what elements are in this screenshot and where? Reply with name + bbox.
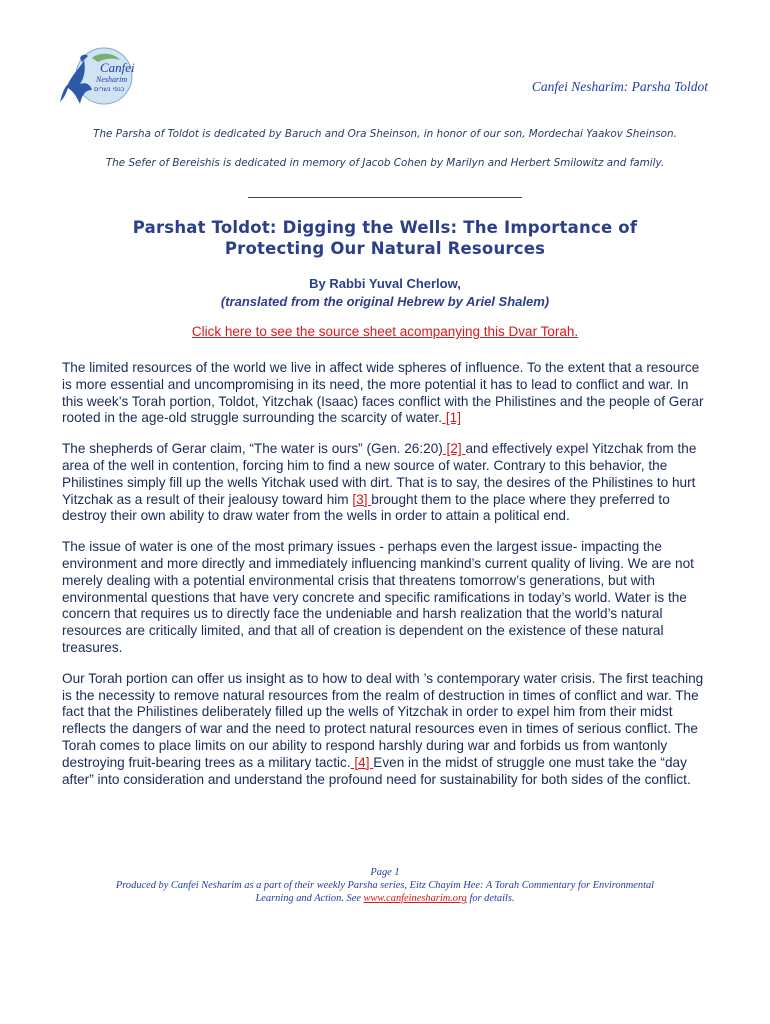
footer-text: for details.	[466, 893, 515, 904]
paragraph-text: The shepherds of Gerar claim, “The water is ours” (Gen. 26:20)	[62, 441, 443, 457]
translator-credit: (translated from the original Hebrew by Ariel Shalem)	[220, 294, 550, 309]
footer-text: Learning and Action. See	[255, 893, 364, 904]
page-label: Page	[370, 867, 395, 878]
footnote-link-2[interactable]: [2]	[442, 441, 466, 457]
canfei-nesharim-logo	[58, 44, 138, 116]
article-title-line1: Parshat Toldot: Digging the Wells: The Importance of	[132, 218, 638, 237]
footnote-link-4[interactable]: [4]	[350, 754, 374, 770]
article-body	[62, 360, 712, 802]
paragraph-text: Our Torah portion can offer us insight as to how to deal with ’s contemporary water crisis. The first teaching is the necessity to remove natural resources from the realm of destruction in times of conflict and war. The fact that the Philistines deliberately filled up the wells of Yitzchak in order to expel him from their midst reflects the dangers of war and the need to protect natural resources even in times of serious conflict. The Torah comes to place limits on our ability to respond harshly during war and forbids us from wantonly destroying fruit-bearing trees as a military tactic.	[62, 670, 704, 770]
page-number: 1	[394, 867, 400, 878]
footnote-link-1[interactable]: [1]	[442, 410, 461, 426]
paragraph-text: and effectively expel Yitzchak from the area of the well in contention, forcing him to find a new source of water. Contrary to this behavior, the Philistines simply fill up the wells Yitchak used with dirt. That is to say, the desires of the Philistines to hurt Yitzchak as a result of their jealousy toward him	[62, 441, 697, 507]
logo-line1: Canfei	[100, 60, 135, 75]
paragraph-text: brought them to the place where they preferred to destroy their own ability to draw water from the wells in order to attain a political end.	[62, 491, 670, 524]
author-name: By Rabbi Yuval Cherlow,	[309, 276, 461, 291]
footnote-link-3[interactable]: [3]	[352, 491, 372, 507]
paragraph-text: The limited resources of the world we live in affect wide spheres of influence. To the extent that a resource is more essential and uncompromising in its need, the more potential it has to lead to conflict and war. In this week’s Torah portion, Toldot, Yitzchak (Isaac) faces conflict with the Philistines and the people of Gerar rooted in the age-old struggle surrounding the scarcity of water.	[62, 360, 704, 426]
footer-credit-line1: Produced by Canfei Nesharim as a part of their weekly Parsha series, Eitz Chayim Hee: A Torah Commentary for Environmental	[115, 880, 655, 891]
dedication-parsha: The Parsha of Toldot is dedicated by Baruch and Ora Sheinson, in honor of our son, Mordechai Yaakov Sheinson.	[93, 128, 677, 140]
website-link[interactable]: www.canfeinesharim.org	[363, 893, 467, 904]
paragraph-text: The issue of water is one of the most primary issues - perhaps even the largest issue- impacting the environment and more directly and immediately influencing mankind’s current quality of living. We are not merely dealing with a potential environmental crisis that threatens tomorrow’s generations, but with environmental questions that have very concrete and specific ramifications in today’s world. Water is the concern that requires us to directly face the undeniable and harsh realization that the world’s natural resources are critically limited, and that all of creation is dependent on the existence of these natural treasures.	[62, 539, 694, 655]
page-indicator	[0, 866, 770, 879]
logo-line3: כנפי נשרים	[94, 85, 125, 93]
paragraph-1	[62, 360, 712, 427]
paragraph-4	[62, 671, 712, 789]
header-title: Canfei Nesharim: Parsha Toldot	[531, 79, 708, 94]
paragraph-2	[62, 441, 712, 525]
paragraph-text: Even in the midst of struggle one must take the “day after” into consideration and understand the profound need for sustainability for both sides of the conflict.	[62, 754, 691, 787]
page-footer	[0, 866, 770, 905]
footer-credit-line2	[0, 892, 770, 905]
dedication-sefer: The Sefer of Bereishis is dedicated in memory of Jacob Cohen by Marilyn and Herbert Smilowitz and family.	[105, 157, 665, 169]
byline	[0, 275, 770, 311]
logo-line2: Nesharim	[96, 75, 128, 84]
source-sheet-link[interactable]: Click here to see the source sheet acompanying this Dvar Torah.	[191, 324, 579, 339]
article-title	[80, 217, 690, 259]
paragraph-3	[62, 539, 712, 657]
article-title-line2: Protecting Our Natural Resources	[224, 239, 546, 258]
divider	[248, 197, 522, 198]
